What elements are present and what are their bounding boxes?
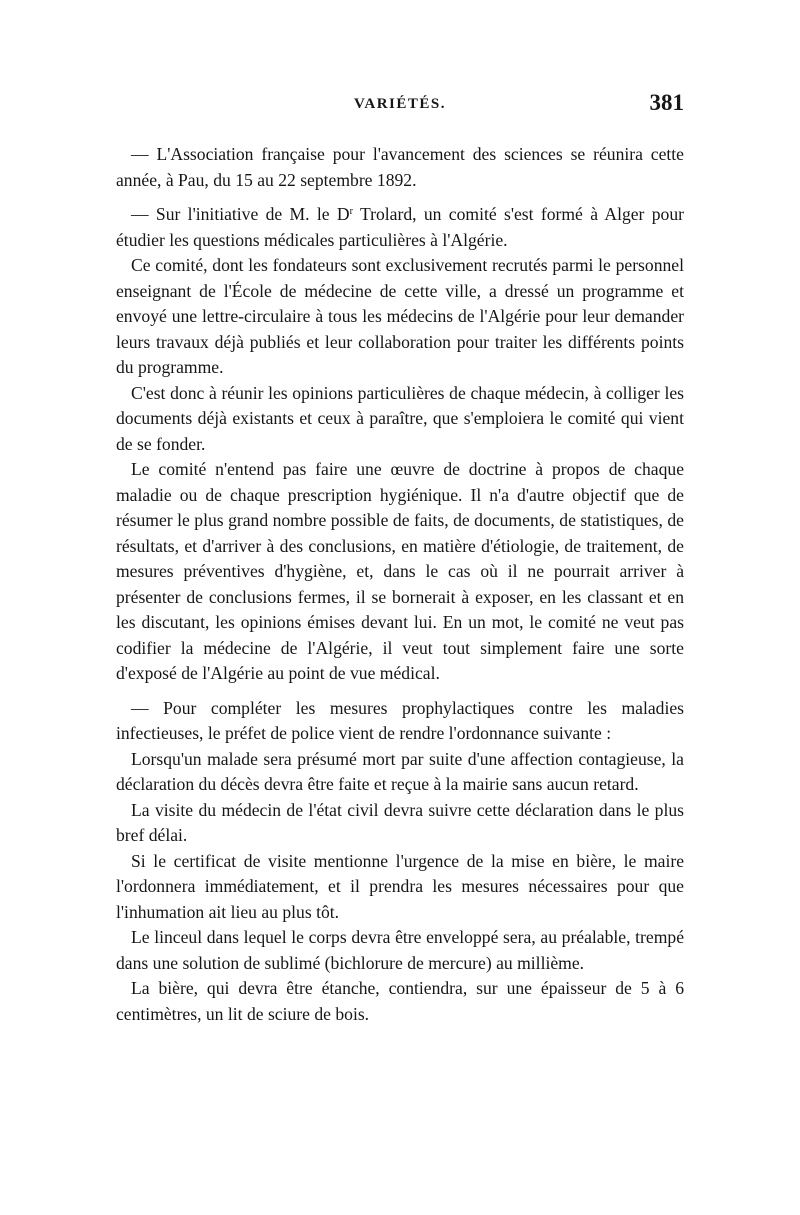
paragraph-biere: La bière, qui devra être étanche, contiendra, sur une épaisseur de 5 à 6 centimètres, un lit de sciure de bois. — [116, 978, 684, 1024]
body-text — [116, 142, 684, 1027]
paragraph-visite-medecin: La visite du médecin de l'état civil devra suivre cette déclaration dans le plus bref délai. — [116, 799, 684, 845]
paragraph-linceul: Le linceul dans lequel le corps devra être enveloppé sera, au préalable, trempé dans une solution de sublimé (bichlorure de mercure) au millième. — [116, 927, 684, 973]
paragraph-declaration-deces: Lorsqu'un malade sera présumé mort par suite d'une affection contagieuse, la déclaration du décès devra être faite et reçue à la mairie sans aucun retard. — [116, 748, 684, 794]
paragraph-opinions: C'est donc à réunir les opinions particulières de chaque médecin, à colliger les documents déjà existants et ceux à paraître, que s'emploiera le comité qui vient de se fonder. — [116, 382, 684, 454]
paragraph-trolard-start: — Sur l'initiative de M. le D — [131, 204, 350, 224]
section-title: VARIÉTÉS. — [353, 96, 446, 112]
paragraph-trolard — [116, 202, 684, 253]
paragraph-prophylaxie: — Pour compléter les mesures prophylactiques contre les maladies infectieuses, le préfet de police vient de rendre l'ordonnance suivante : — [116, 697, 684, 743]
page-number: 381 — [649, 90, 684, 115]
running-header — [116, 90, 684, 126]
paragraph-comite-fondateurs: Ce comité, dont les fondateurs sont exclusivement recrutés parmi le personnel enseignant de l'École de médecine de cette ville, a dressé un programme et envoyé une lettre-circulaire à tous les médecins de l'Algérie pour leur demander leurs travaux déjà publiés et leur collaboration pour traiter les différents points du programme. — [116, 255, 684, 377]
paragraph-doctrine: Le comité n'entend pas faire une œuvre de doctrine à propos de chaque maladie ou de chaque prescription hygiénique. Il n'a d'autre objectif que de résumer le plus grand nombre possible de faits, de documents, de statistiques, de résultats, et d'arriver à des conclusions, en matière d'étiologie, de traitement, de mesures préventives d'hygiène, et, dans le cas où il ne pourrait arriver à présenter de conclusions fermes, il se bornerait à exposer, en les classant et en les discutant, les opinions émises devant lui. En un mot, le comité ne veut pas codifier la médecine de l'Algérie, il veut tout simplement faire une sorte d'exposé de l'Algérie au point de vue médical. — [116, 459, 684, 683]
doctor-superscript: r — [349, 206, 353, 217]
paragraph-trolard-end: Trolard, un comité s'est formé à Alger pour étudier les questions médicales particulières à l'Algérie. — [116, 204, 684, 250]
paragraph-association: — L'Association française pour l'avancement des sciences se réunira cette année, à Pau, du 15 au 22 septembre 1892. — [116, 144, 684, 190]
paragraph-certificat: Si le certificat de visite mentionne l'urgence de la mise en bière, le maire l'ordonnera immédiatement, et il prendra les mesures nécessaires pour que l'inhumation ait lieu au plus tôt. — [116, 850, 684, 922]
